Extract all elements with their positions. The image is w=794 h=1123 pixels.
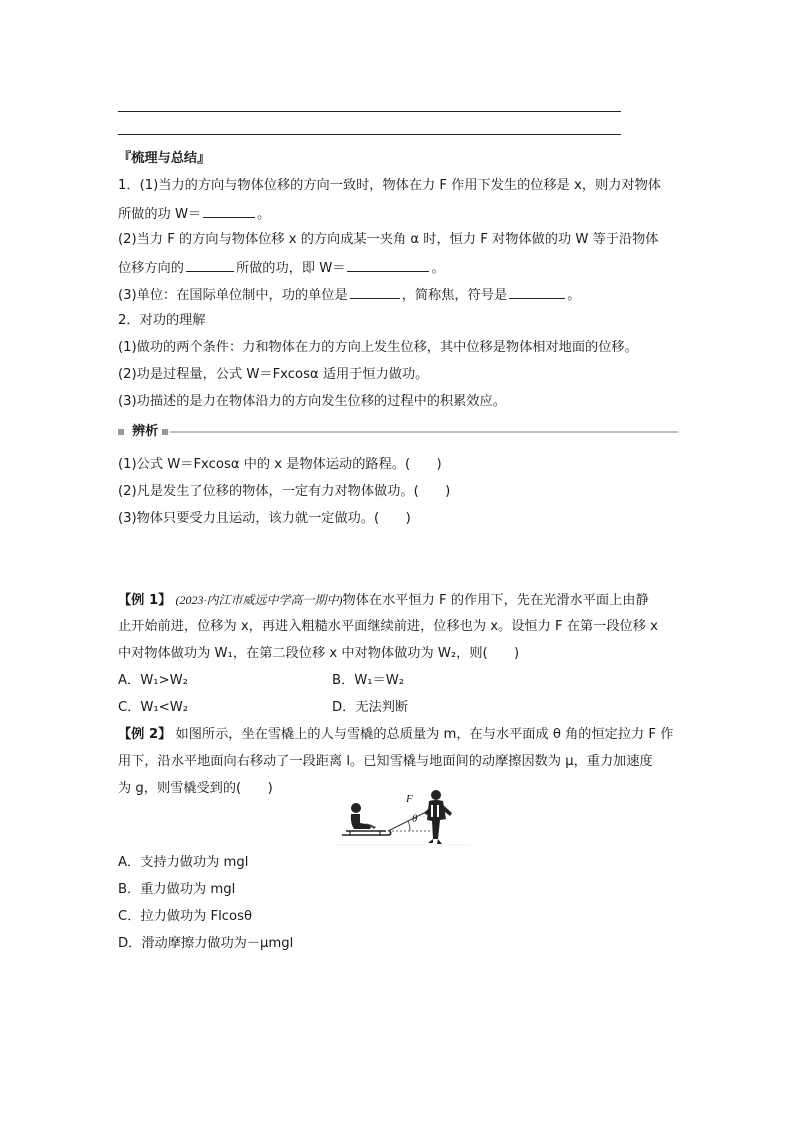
sled-figure (336, 787, 470, 847)
separator-mark-left (118, 429, 124, 435)
summary-p2-text-c: 。 (431, 261, 445, 276)
summary-p2-text-a: 位移方向的 (118, 261, 184, 276)
summary-p2-text-b: 所做的功，即 W＝ (235, 261, 346, 276)
separator-mark-right (162, 429, 168, 435)
summary-p2-line2 (118, 258, 445, 278)
analysis-question-1: (1)公式 W＝Fxcosα 中的 x 是物体运动的路程。( ) (118, 457, 442, 472)
example2-line3: 为 g，则雪橇受到的( ) (118, 781, 273, 796)
separator-bar (170, 431, 678, 433)
understanding-heading: 2．对功的理解 (118, 313, 206, 328)
blank-5 (509, 285, 565, 299)
example1-line2: 止开始前进，位移为 x，再进入粗糙水平面继续前进，位移也为 x。设恒力 F 在第一段位移 x (118, 619, 658, 634)
analysis-question-3: (3)物体只要受力且运动，该力就一定做功。( ) (118, 511, 411, 526)
understanding-point-1: (1)做功的两个条件：力和物体在力的方向上发生位移，其中位移是物体相对地面的位移。 (118, 340, 638, 355)
example2-text-1: 如图所示，坐在雪橇上的人与雪橇的总质量为 m，在与水平面成 θ 角的恒定拉力 F 作 (175, 727, 674, 742)
summary-p3 (118, 285, 580, 305)
summary-p3-text-a: (3)单位：在国际单位制中，功的单位是 (118, 288, 348, 303)
example2-tag: 【例 2】 (118, 727, 172, 742)
example2-option-c[interactable]: C．拉力做功为 Flcosθ (118, 909, 253, 924)
example1-option-c[interactable]: C．W₁<W₂ (118, 700, 189, 715)
section-title: 『梳理与总结』 (118, 151, 211, 166)
analysis-separator (118, 425, 678, 439)
example2-line1 (118, 726, 673, 744)
figure-label-force: F (406, 793, 413, 805)
blank-2 (186, 258, 234, 272)
blank-4 (350, 285, 400, 299)
example1-tag: 【例 1】 (118, 593, 172, 608)
figure-label-theta: θ (412, 813, 418, 825)
example1-line1 (118, 591, 649, 610)
example1-option-d[interactable]: D．无法判断 (332, 700, 409, 715)
example2-line2: 用下，沿水平地面向右移动了一段距离 l。已知雪橇与地面间的动摩擦因数为 μ，重力加速度 (118, 754, 653, 769)
example2-option-b[interactable]: B．重力做功为 mgl (118, 882, 236, 897)
blank-3 (347, 258, 429, 272)
sled-illustration (336, 787, 470, 847)
summary-p3-text-b: ，简称焦，符号是 (401, 288, 508, 303)
example2-option-d[interactable]: D．滑动摩擦力做功为－μmgl (118, 936, 294, 951)
analysis-question-2: (2)凡是发生了位移的物体，一定有力对物体做功。( ) (118, 484, 451, 499)
example1-text-1: 物体在水平恒力 F 的作用下，先在光滑水平面上由静 (342, 593, 649, 608)
summary-p2-line1: (2)当力 F 的方向与物体位移 x 的方向成某一夹角 α 时，恒力 F 对物体做的功 W 等于沿物体 (118, 232, 659, 247)
answer-line-2 (118, 134, 621, 135)
summary-p1-text-b: 。 (257, 207, 271, 222)
example1-line3: 中对物体做功为 W₁，在第二段位移 x 中对物体做功为 W₂，则( ) (118, 646, 520, 661)
answer-line-1 (118, 111, 621, 112)
example2-option-a[interactable]: A．支持力做功为 mgl (118, 855, 249, 870)
understanding-point-2: (2)功是过程量，公式 W＝Fxcosα 适用于恒力做功。 (118, 367, 429, 382)
summary-p1-line1: 1．(1)当力的方向与物体位移的方向一致时，物体在力 F 作用下发生的位移是 x，则力对物体 (118, 178, 661, 193)
blank-1 (203, 204, 255, 218)
understanding-point-3: (3)功描述的是力在物体沿力的方向发生位移的过程中的积累效应。 (118, 394, 506, 409)
summary-p1-text-a: 所做的功 W＝ (118, 207, 202, 222)
example1-source: (2023·内江市威远中学高一期中) (175, 593, 343, 607)
summary-p1-line2 (118, 204, 270, 224)
analysis-label: 辨析 (132, 424, 159, 439)
example1-option-a[interactable]: A．W₁>W₂ (118, 673, 188, 688)
summary-p3-text-c: 。 (567, 288, 581, 303)
example1-option-b[interactable]: B．W₁＝W₂ (332, 673, 405, 688)
